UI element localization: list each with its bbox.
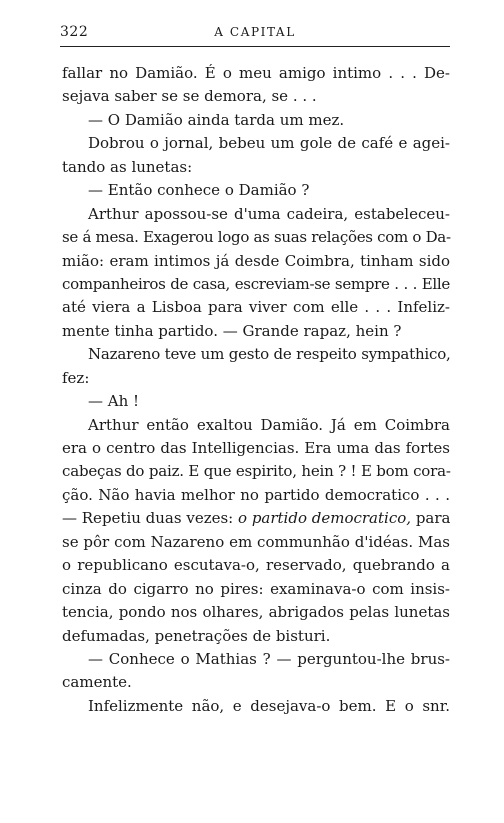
page-header xyxy=(60,24,450,44)
text-line: fez: xyxy=(62,368,90,387)
text-line: se á mesa. Exagerou logo as suas relações com o Da- xyxy=(62,228,451,247)
text-line: mente tinha partido. — Grande rapaz, hein ? xyxy=(62,321,402,340)
text-line: Infelizmente não, e desejava-o bem. E o snr. xyxy=(88,696,450,715)
header-rule xyxy=(60,46,450,47)
text-line: tando as lunetas: xyxy=(62,157,193,176)
text-line: mião: eram intimos já desde Coimbra, tinham sido xyxy=(62,251,450,270)
text-segment: para xyxy=(415,509,451,528)
text-line: companheiros de casa, escreviam-se sempre . . . Elle xyxy=(62,274,450,293)
body-text xyxy=(62,62,450,718)
text-line: — Conhece o Mathias ? — perguntou-lhe brus- xyxy=(88,649,450,668)
text-line: Nazareno teve um gesto de respeito sympathico, xyxy=(88,345,451,364)
text-line: se pôr com Nazareno em communhão d'idéas. Mas xyxy=(62,532,450,551)
text-line: até viera a Lisboa para viver com elle . . . Infeliz- xyxy=(62,298,450,317)
page-number: 322 xyxy=(60,24,89,40)
text-line: — Então conhece o Damião ? xyxy=(88,181,310,200)
text-line: tencia, pondo nos olhares, abrigados pelas lunetas xyxy=(62,603,450,622)
running-title: A CAPITAL xyxy=(214,25,296,39)
text-line: camente. xyxy=(62,673,132,692)
text-line: Arthur apossou-se d'uma cadeira, estabeleceu- xyxy=(88,204,450,223)
text-line xyxy=(62,507,450,530)
text-line: — O Damião ainda tarda um mez. xyxy=(88,110,345,129)
text-line: era o centro das Intelligencias. Era uma das fortes xyxy=(62,439,450,457)
text-line: sejava saber se se demora, se . . . xyxy=(62,87,317,106)
text-line: defumadas, penetrações de bisturi. xyxy=(62,626,331,645)
text-line: Arthur então exaltou Damião. Já em Coimbra xyxy=(88,415,450,434)
text-line: fallar no Damião. É o meu amigo intimo . . . De- xyxy=(62,64,450,82)
text-line: Dobrou o jornal, bebeu um gole de café e agei- xyxy=(88,134,450,153)
text-line: o republicano escutava-o, reservado, quebrando a xyxy=(62,556,450,575)
italic-phrase: o partido democratico, xyxy=(238,509,412,528)
text-line: ção. Não havia melhor no partido democratico . . . xyxy=(62,485,450,504)
text-line: — Ah ! xyxy=(88,392,140,411)
text-line: cinza do cigarro no pires: examinava-o com insis- xyxy=(62,579,450,598)
text-segment: — Repetiu duas vezes: xyxy=(62,509,234,528)
text-line: cabeças do paiz. E que espirito, hein ? ! E bom cora- xyxy=(62,462,451,481)
